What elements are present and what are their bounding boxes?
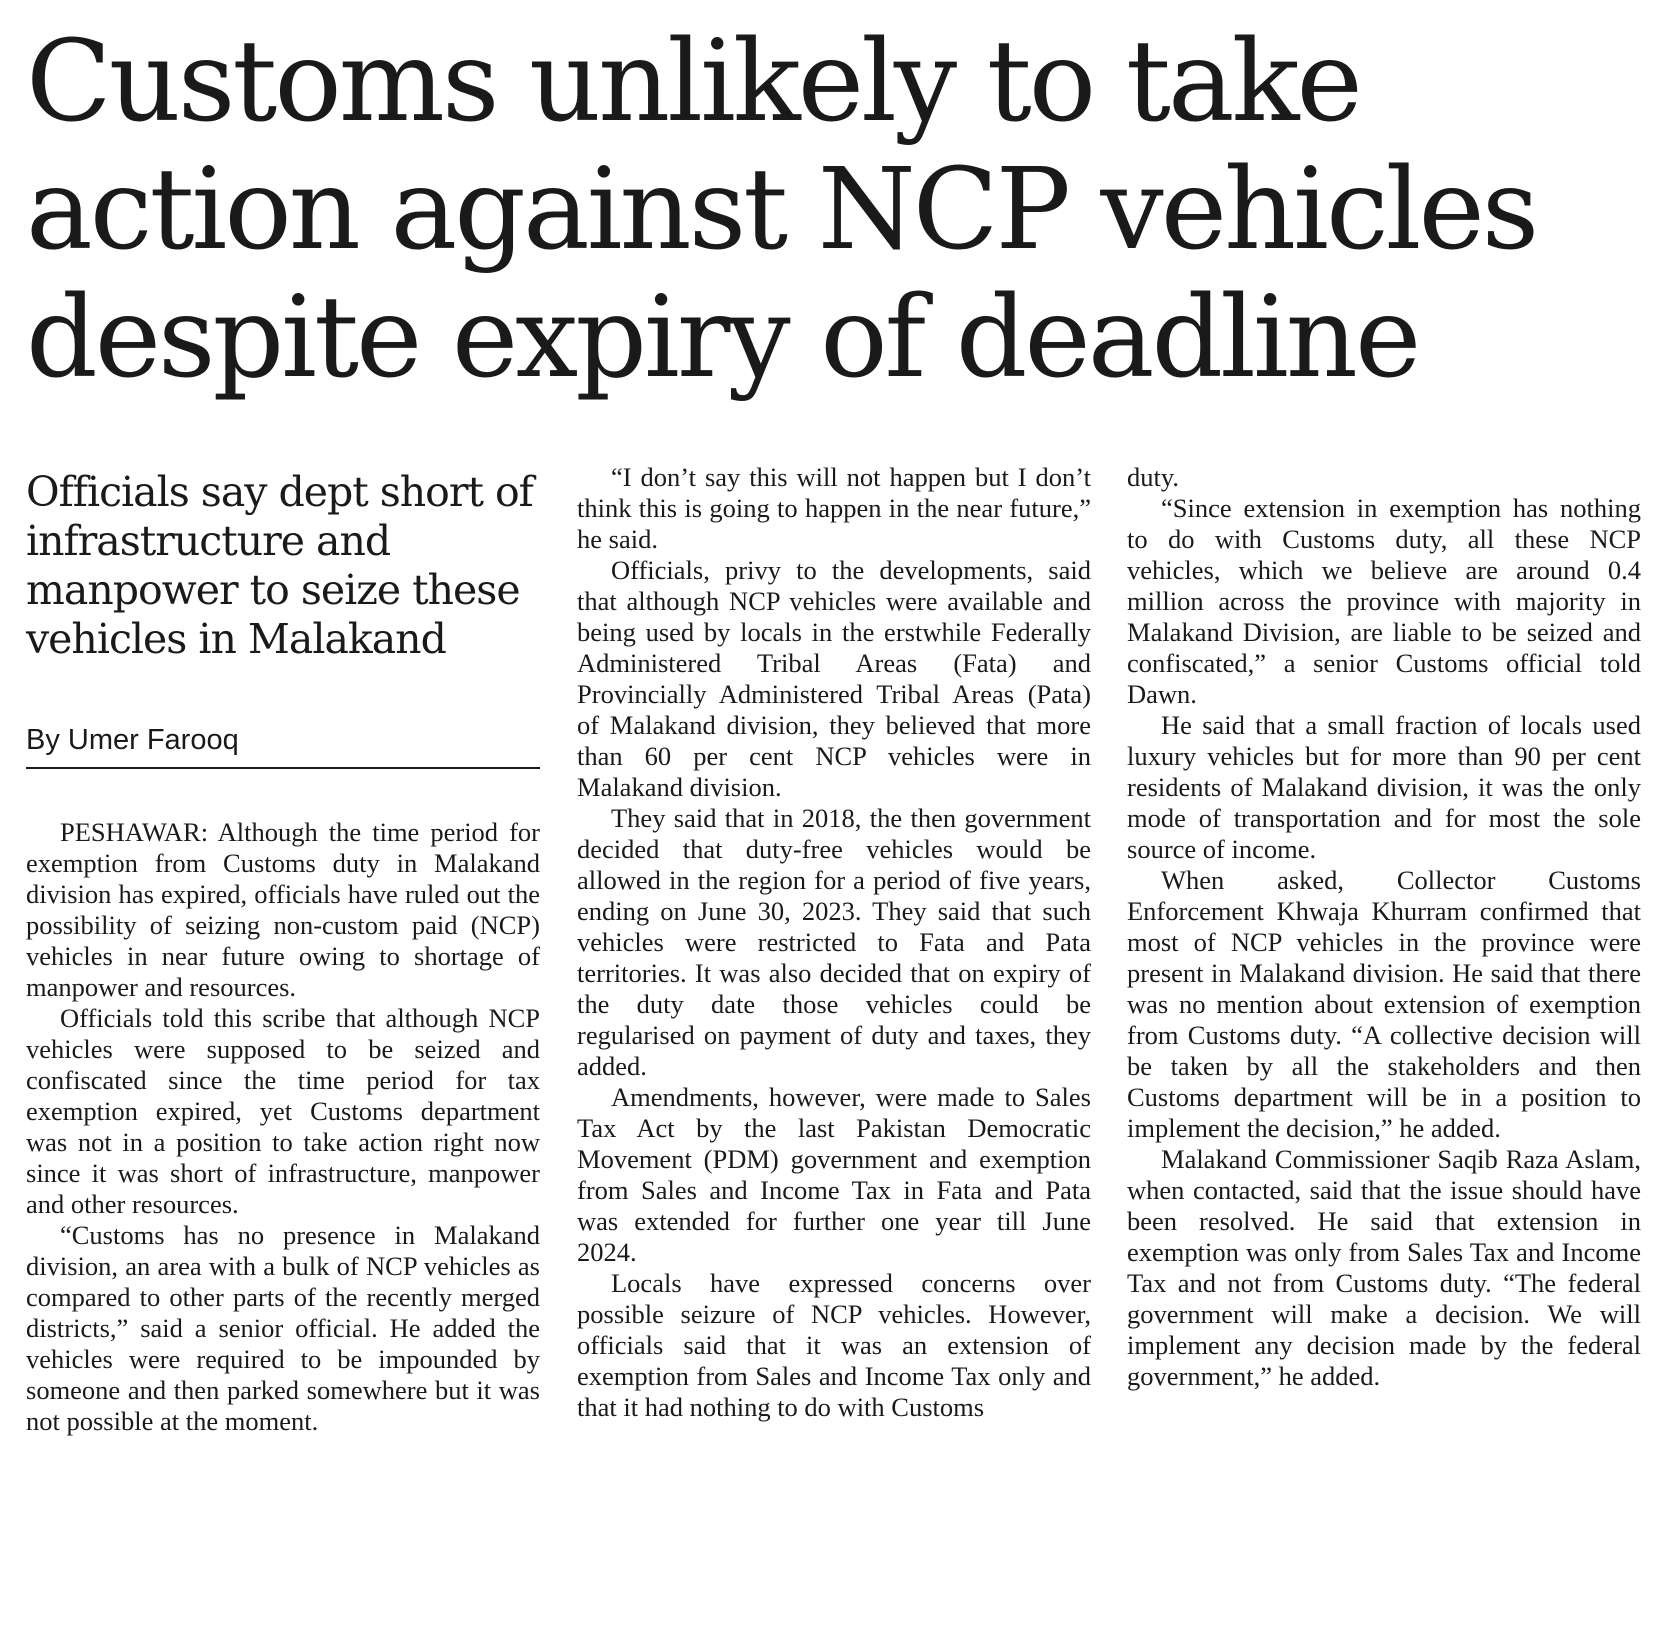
column-3-body [1127, 462, 1641, 1392]
paragraph: Officials, privy to the developments, said that although NCP vehicles were available and being used by locals in the erstwhile Federally Administered Tribal Areas (Fata) and Provincially Administered Tribal Areas (Pata) of Malakand division, they believed that more than 60 per cent NCP vehicles were in Malakand division. [577, 555, 1091, 802]
paragraph: They said that in 2018, the then government decided that duty-free vehicles would be allowed in the region for a period of five years, ending on June 30, 2023. They said that such vehicles were restricted to Fata and Pata territories. It was also decided that on expiry of the duty date those vehicles could be regularised on payment of duty and taxes, they added. [577, 803, 1091, 1081]
headline-line-3: despite expiry of deadline [26, 273, 1419, 403]
paragraph: “Since extension in exemption has nothing to do with Customs duty, all these NCP vehicles, which we believe are around 0.4 million across the province with majority in Malakand Division, are liable to be seized and confiscated,” a senior Customs official told Dawn. [1127, 493, 1641, 709]
column-2-body [577, 462, 1091, 1423]
column-2 [577, 462, 1091, 1423]
paragraph: “Customs has no presence in Malakand division, an area with a bulk of NCP vehicles as compared to other parts of the recently merged districts,” said a senior official. He added the vehicles were required to be impounded by someone and then parked somewhere but it was not possible at the moment. [26, 1220, 540, 1436]
paragraph: He said that a small fraction of locals used luxury vehicles but for more than 90 per cent residents of Malakand division, it was the only mode of transportation and for most the sole source of income. [1127, 710, 1641, 864]
paragraph: When asked, Collector Customs Enforcement Khwaja Khurram confirmed that most of NCP vehicles in the province were present in Malakand division. He said that there was no mention about extension of exemption from Customs duty. “A collective decision will be taken by all the stakeholders and then Customs department will be in a position to implement the decision,” he added. [1127, 865, 1641, 1143]
paragraph: PESHAWAR: Although the time period for exemption from Customs duty in Malakand division has expired, officials have ruled out the possibility of seizing non-custom paid (NCP) vehicles in near future owing to shortage of manpower and resources. [26, 817, 540, 1002]
paragraph: “I don’t say this will not happen but I don’t think this is going to happen in the near future,” he said. [577, 462, 1091, 554]
paragraph: Locals have expressed concerns over possible seizure of NCP vehicles. However, officials said that it was an extension of exemption from Sales and Income Tax only and that it had nothing to do with Customs [577, 1268, 1091, 1422]
headline [26, 18, 1636, 402]
headline-line-1: Customs unlikely to take [26, 17, 1360, 147]
subheadline: Officials say dept short of infrastructure and manpower to seize these vehicles in Malakand [26, 468, 533, 663]
column-3 [1127, 462, 1641, 1392]
paragraph: Amendments, however, were made to Sales Tax Act by the last Pakistan Democratic Movement (PDM) government and exemption from Sales and Income Tax in Fata and Pata was extended for further one year till June 2024. [577, 1082, 1091, 1267]
paragraph: duty. [1127, 462, 1180, 492]
byline: By Umer Farooq [26, 724, 540, 769]
paragraph: Officials told this scribe that although NCP vehicles were supposed to be seized and confiscated since the time period for tax exemption expired, yet Customs department was not in a position to take action right now since it was short of infrastructure, manpower and other resources. [26, 1003, 540, 1219]
headline-line-2: action against NCP vehicles [26, 145, 1537, 275]
column-1 [26, 462, 540, 1437]
paragraph: Malakand Commissioner Saqib Raza Aslam, when contacted, said that the issue should have been resolved. He said that extension in exemption was only from Sales Tax and Income Tax and not from Customs duty. “The federal government will make a decision. We will implement any decision made by the federal government,” he added. [1127, 1144, 1641, 1391]
column-1-body [26, 817, 540, 1437]
